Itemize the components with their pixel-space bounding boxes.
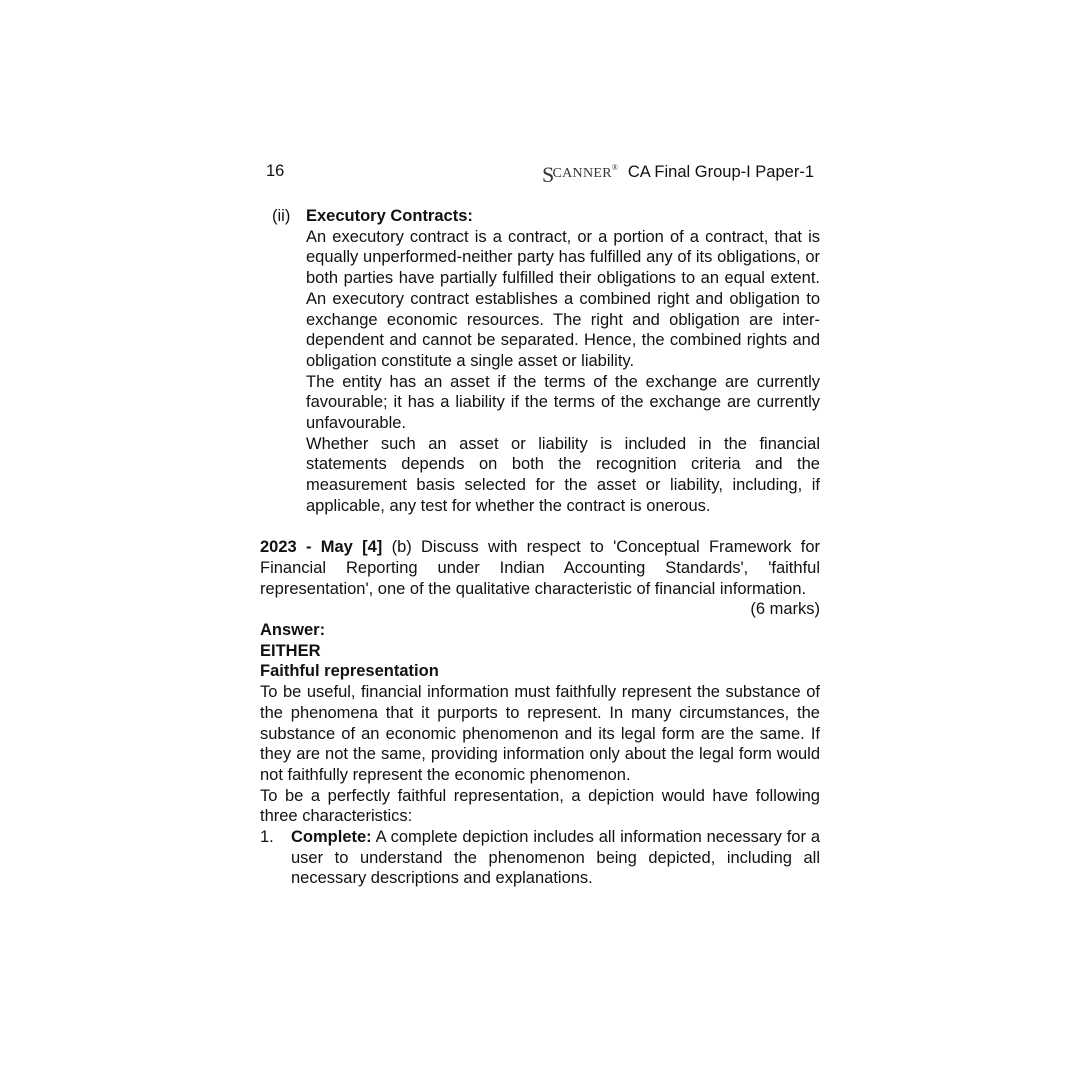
list-text: A complete depiction includes all information necessary for a user to understand the phenomenon being depicted, including all necessary descriptions and explanations. xyxy=(291,828,820,888)
header-right xyxy=(542,162,814,188)
paragraph: An executory contract is a contract, or a portion of a contract, that is equally unperformed-neither party has fulfilled any of its obligations, or both parties have partially fulfilled their obligations to an equal extent. An executory contract establishes a combined right and obligation to exchange economic resources. The right and obligation are inter-dependent and cannot be separated. Hence, the combined rights and obligation constitute a single asset or liability. xyxy=(306,227,820,370)
paragraph: To be a perfectly faithful representation, a depiction would have following three characteristics: xyxy=(260,786,820,826)
list-item xyxy=(260,827,820,889)
paragraph: To be useful, financial information must faithfully represent the substance of the phenomena that it purports to represent. In many circumstances, the substance of an economic phenomenon and its legal form are the same. If they are not the same, providing information only about the legal form would not faithfully represent the economic phenomenon. xyxy=(260,683,820,784)
item-label: (ii) xyxy=(272,207,291,225)
exam-question xyxy=(260,537,820,599)
paragraph: Whether such an asset or liability is included in the financial statements depends on both the recognition criteria and the measurement basis selected for the asset or liability, including, if applicable, any test for whether the contract is onerous. xyxy=(306,434,820,515)
paragraph: The entity has an asset if the terms of the exchange are currently favourable; it has a liability if the terms of the exchange are currently unfavourable. xyxy=(306,372,820,433)
answer-heading: Faithful representation xyxy=(260,662,439,681)
executory-contracts-section xyxy=(260,206,820,517)
scanner-logo: SCANNER® xyxy=(541,162,619,187)
question-marks: (6 marks) xyxy=(750,600,820,619)
header-title: CA Final Group-I Paper-1 xyxy=(627,163,814,181)
question-ref: 2023 - May [4] xyxy=(260,538,383,557)
list-number: 1. xyxy=(260,828,274,847)
either-label: EITHER xyxy=(260,641,321,660)
answer-label: Answer: xyxy=(260,621,326,640)
section-heading: Executory Contracts: xyxy=(306,207,473,225)
document-page xyxy=(260,158,820,889)
list-term: Complete: xyxy=(291,828,372,847)
question-text: (b) Discuss with respect to 'Conceptual Framework for Financial Reporting under Indian Accounting Standards', 'faithful representation', one of the qualitative characteristic of financial information. xyxy=(260,538,821,598)
page-header xyxy=(260,158,820,186)
page-number: 16 xyxy=(266,162,285,180)
